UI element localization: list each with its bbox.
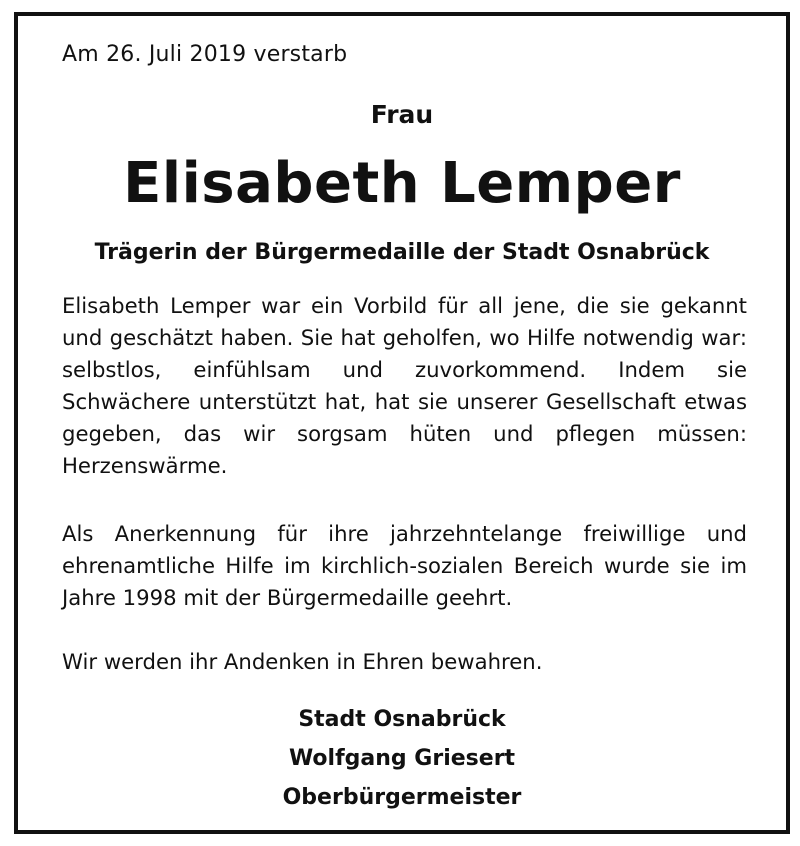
honorific: Frau (370, 100, 434, 129)
signature-title: Oberbürgermeister (282, 785, 522, 810)
tribute-paragraph: Elisabeth Lemper war ein Vorbild für all jene, die sie gekannt und geschätzt haben. Sie hat geholfen, wo Hilfe notwendig war: selbstlos, einfühlsam und zuvorkommend. Indem sie Schwächere unterstützt hat, hat sie unserer Gesellschaft etwas gegeben, das wir sorgsam hüten und pflegen müssen: Herzenswärme. (62, 293, 747, 478)
signature-block (18, 700, 786, 817)
signature-person: Wolfgang Griesert (288, 746, 516, 771)
honor-subtitle: Trägerin der Bürgermedaille der Stadt Osnabrück (94, 240, 710, 265)
remembrance-paragraph: Wir werden ihr Andenken in Ehren bewahren. (62, 649, 543, 674)
deceased-name: Elisabeth Lemper (123, 151, 681, 216)
obituary-notice (14, 12, 790, 834)
signature-organization: Stadt Osnabrück (298, 707, 506, 732)
award-paragraph: Als Anerkennung für ihre jahrzehntelange freiwillige und ehrenamtliche Hilfe im kirchlich-sozialen Bereich wurde sie im Jahre 1998 mit der Bürgermedaille geehrt. (62, 521, 747, 610)
opening-line: Am 26. Juli 2019 verstarb (62, 42, 348, 67)
